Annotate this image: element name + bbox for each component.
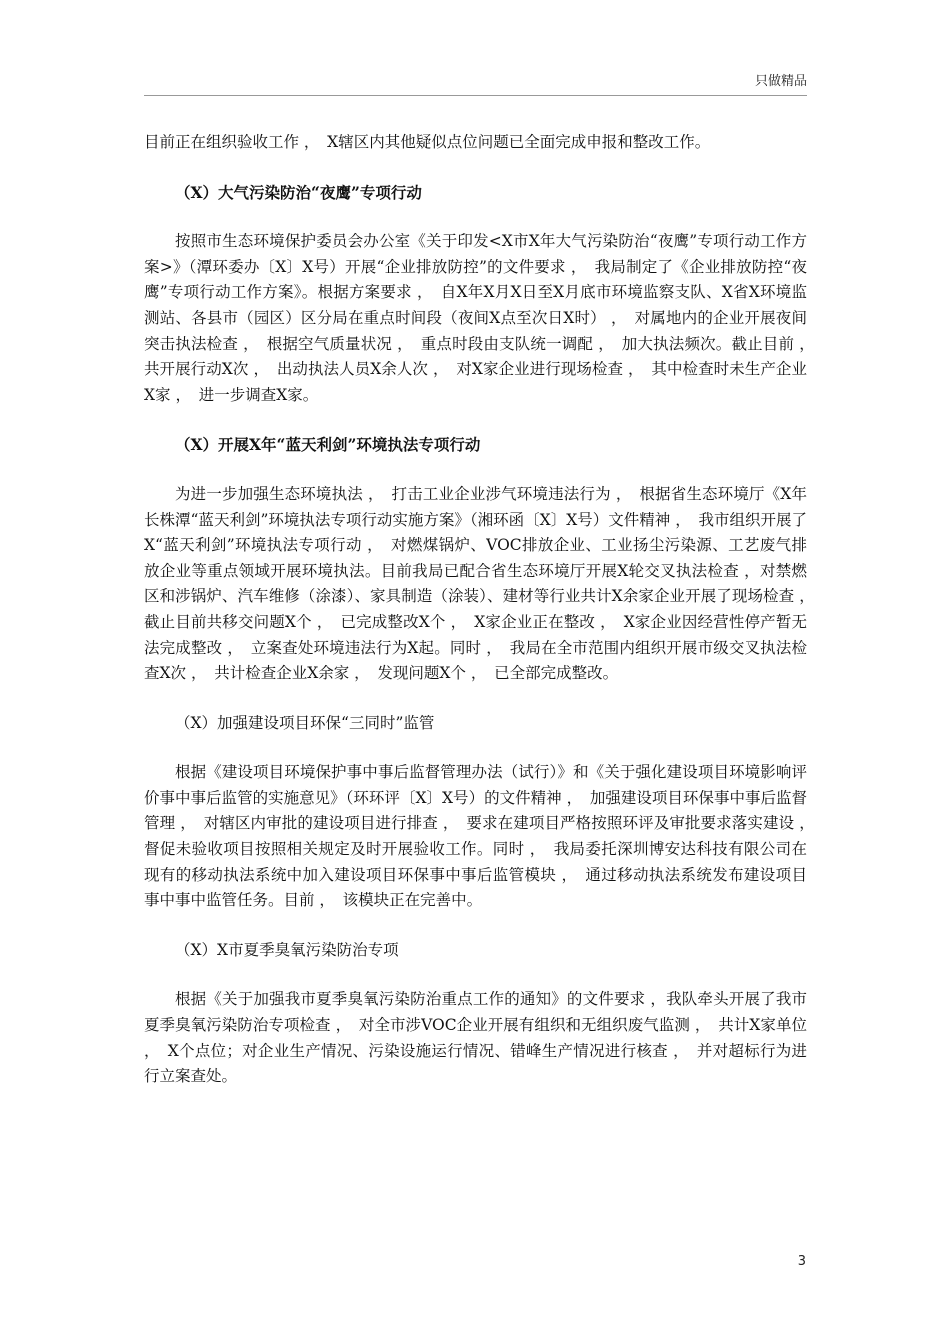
paragraph-night-hawk: 按照市生态环境保护委员会办公室《关于印发<X市X年大气污染防治“夜鹰”专项行动工作方案>》（潭环委办〔X〕X号）开展“企业排放防控”的文件要求 ， 我局制定了《企业排放防控“夜鹰”专项行动工作方案》。根据方案要求 ， 自X年X月X日至X月底市环境监察支队、X省X环境监测站、各县市（园区）区分局在重点时间段（夜间X点至次日X时） ， 对属地内的企业开展夜间突击执法检查 ， 根据空气质量状况 ， 重点时段由支队统一调配 ， 加大执法频次。截止目前 ， 共开展行动X次 ， 出动执法人员X余人次 ， 对X家企业进行现场检查 ， 其中检查时未生产企业X家 ， 进一步调查X家。 — [144, 232, 823, 404]
header-divider — [144, 95, 807, 96]
page-header-text: 只做精品 — [754, 74, 807, 89]
paragraph-three-simultaneous: 根据《建设项目环境保护事中事后监督管理办法（试行）》和《关于强化建设项目环境影响评价事中事后监管的实施意见》（环环评〔X〕X号）的文件精神 ， 加强建设项目环保事中事后监督管理 ， 对辖区内审批的建设项目进行排查 ， 要求在建项目严格按照环评及审批要求落实建设 ， 督促未验收项目按照相关规定及时开展验收工作。同时 ， 我局委托深圳博安达科技有限公司在现有的移动执法系统中加入建设项目环保事中事后监管模块 ， 通过移动执法系统发布建设项目事中事中监管任务。目前 ， 该模块正在完善中。 — [144, 763, 823, 910]
section-heading-three-simultaneous: （X）加强建设项目环保“三同时”监管 — [175, 713, 435, 732]
section-heading-night-hawk: （X）大气污染防治“夜鹰”专项行动 — [175, 182, 422, 202]
paragraph-blue-sky: 为进一步加强生态环境执法 ， 打击工业企业涉气环境违法行为 ， 根据省生态环境厅《X年长株潭“蓝天利剑”环境执法专项行动实施方案》（湘环函〔X〕X号）文件精神 ， 我市组织开展了X“蓝天利剑”环境执法专项行动 ， 对燃煤锅炉、VOC排放企业、工业扬尘污染源、工艺废气排放企业等重点领域开展环境执法。目前我局已配合省生态环境厅开展X轮交叉执法检查 ，对禁燃区和涉锅炉、汽车维修（涂漆）、家具制造（涂装）、建材等行业共计X余家企业开展了现场检查 ， 截止目前共移交问题X个 ， 已完成整改X个 ， X家企业正在整改 ， X家企业因经营性停产暂无法完成整改 ， 立案查处环境违法行为X起。同时 ， 我局在全市范围内组织开展市级交叉执法检查X次 ， 共计检查企业X余家 ， 发现问题X个 ， 已全部完成整改。 — [144, 484, 823, 683]
document-body — [144, 130, 823, 1090]
paragraph-ozone: 根据《关于加强我市夏季臭氧污染防治重点工作的通知》的文件要求 ，我队牵头开展了我市夏季臭氧污染防治专项检查 ， 对全市涉VOC企业开展有组织和无组织废气监测 ， 共计X家单位 ， X个点位；对企业生产情况、污染设施运行情况、错峰生产情况进行核查 ， 并对超标行为进行立案查处。 — [144, 990, 807, 1086]
section-heading-ozone: （X）X市夏季臭氧污染防治专项 — [175, 940, 399, 959]
paragraph-continued: 目前正在组织验收工作 ， X辖区内其他疑似点位问题已全面完成申报和整改工作。 — [144, 133, 711, 151]
section-heading-blue-sky: （X）开展X年“蓝天利剑”环境执法专项行动 — [175, 435, 481, 455]
page-number: 3 — [797, 1254, 806, 1269]
